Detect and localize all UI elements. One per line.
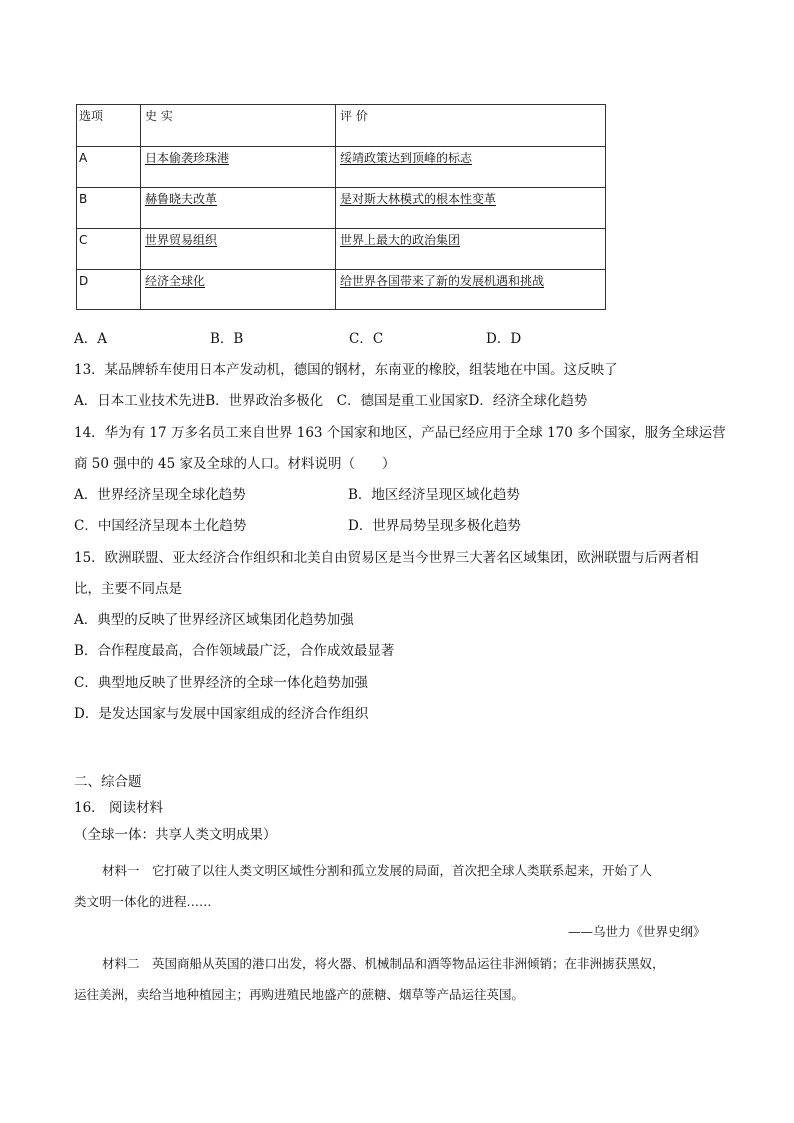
table-header-row [77,105,605,146]
table-row [77,146,605,187]
q14-stem-line2: 商 50 强中的 45 家及全球的人口。材料说明（ ） [74,456,396,472]
q12-option-d: D．D [486,331,522,347]
q15-option-b: B．合作程度最高，合作领域最广泛，合作成效最显著 [74,643,395,659]
material1-line2: 类文明一体化的进程…… [74,894,212,909]
table-cell-evaluation: 给世界各国带来了新的发展机遇和挑战 [340,274,545,288]
material1-line1: 材料一 它打破了以往人类文明区域性分割和孤立发展的局面，首次把全球人类联系起来，开始了人 [102,863,653,878]
table-cell-option: B [79,192,88,206]
material2-line1: 材料二 英国商船从英国的港口出发，将火器、机械制品和酒等物品运往非洲倾销；在非洲掳获黑奴， [102,956,665,971]
table-cell-fact: 经济全球化 [145,274,206,288]
q14-option-b: B．地区经济呈现区域化趋势 [348,487,520,503]
q15-option-a: A．典型的反映了世界经济区域集团化趋势加强 [74,612,354,628]
table-cell-evaluation: 是对斯大林模式的根本性变革 [340,192,497,206]
q14-stem-line1: 14．华为有 17 万多名员工来自世界 163 个国家和地区，产品已经应用于全球 170 多个国家，服务全球运营 [74,425,726,441]
question-12-table [76,104,606,310]
q14-option-c: C．中国经济呈现本土化趋势 [74,518,247,534]
q12-option-a: A．A [74,331,107,347]
table-header-fact: 史 实 [145,109,173,123]
table-cell-option: C [79,233,88,247]
table-cell-evaluation: 世界上最大的政治集团 [340,233,461,247]
table-row [77,269,605,309]
table-cell-fact: 日本偷袭珍珠港 [145,151,230,165]
q14-option-d: D．世界局势呈现多极化趋势 [348,518,521,534]
section-heading: 二、综合题 [74,774,142,790]
table-cell-fact: 赫鲁晓夫改革 [145,192,218,206]
table-cell-option: D [79,274,89,288]
table-header-option: 选项 [79,109,104,123]
table-header-evaluation: 评 价 [340,109,368,123]
q15-stem-line1: 15．欧洲联盟、亚太经济合作组织和北美自由贸易区是当今世界三大著名区域集团，欧洲联盟与后两者相 [74,550,699,566]
table-row [77,187,605,228]
table-cell-option: A [79,151,88,165]
q16-title: 16． 阅读材料 [74,800,163,816]
q15-option-d: D．是发达国家与发展中国家组成的经济合作组织 [74,706,369,722]
q12-option-b: B．B [210,331,244,347]
q16-subtitle: （全球一体：共享人类文明成果） [74,827,277,843]
q15-option-c: C．典型地反映了世界经济的全球一体化趋势加强 [74,675,368,691]
q14-option-a: A．世界经济呈现全球化趋势 [74,487,246,503]
table-cell-evaluation: 绥靖政策达到顶峰的标志 [340,151,473,165]
q13-stem: 13．某品牌轿车使用日本产发动机，德国的钢材，东南亚的橡胶，组装地在中国。这反映了 [74,362,618,378]
material2-line2: 运往美洲，卖给当地种植园主；再购进殖民地盛产的蔗糖、烟草等产品运往英国。 [74,987,525,1002]
q12-option-c: C．C [349,331,384,347]
material1-source: ——乌世力《世界史纲》 [568,924,706,939]
q15-stem-line2: 比，主要不同点是 [74,581,182,597]
table-row [77,228,605,269]
table-cell-fact: 世界贸易组织 [145,233,218,247]
q13-options: A．日本工业技术先进B．世界政治多极化 C．德国是重工业国家D．经济全球化趋势 [74,393,588,409]
